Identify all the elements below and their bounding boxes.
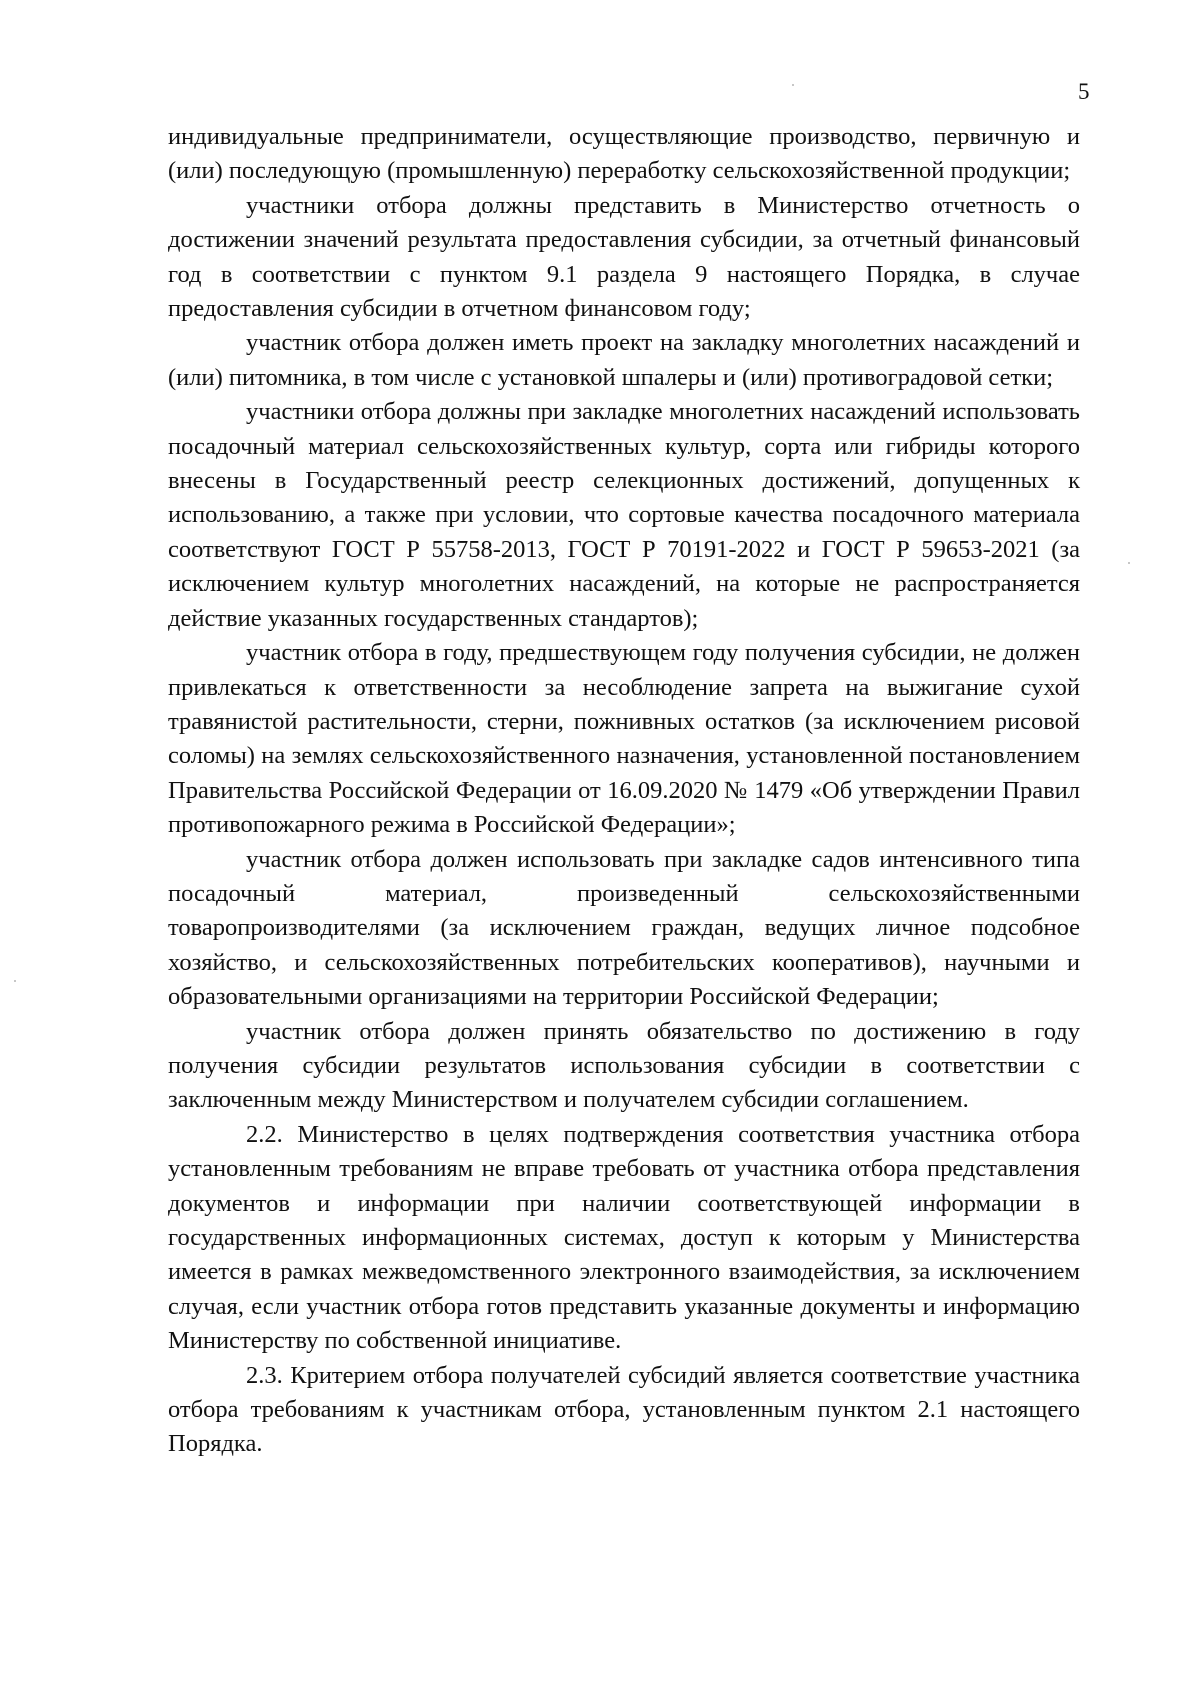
paragraph: участник отбора должен принять обязательство по достижению в году получения субсидии результатов использования субсидии в соответствии с заключенным между Министерством и получателем субсидии соглашением. [168, 1017, 1080, 1114]
document-body [168, 120, 1080, 1462]
paragraph: участники отбора должны при закладке многолетних насаждений использовать посадочный материал сельскохозяйственных культур, сорта или гибриды которого внесены в Государственный реестр селекционных достижений, допущенных к использованию, а также при условии, что сортовые качества посадочного материала соответствуют ГОСТ Р 55758-2013, ГОСТ Р 70191-2022 и ГОСТ Р 59653-2021 (за исключением культур многолетних насаждений, на которые не распространяется действие указанных государственных стандартов); [168, 398, 1080, 632]
paragraph: 2.2. Министерство в целях подтверждения соответствия участника отбора установленным требованиям не вправе требовать от участника отбора представления документов и информации при наличии соответствующей информации в государственных информационных системах, доступ к которым у Министерства имеется в рамках межведомственного электронного взаимодействия, за исключением случая, если участник отбора готов представить указанные документы и информацию Министерству по собственной инициативе. [168, 1120, 1080, 1355]
scan-speck [1128, 562, 1130, 564]
paragraph: участник отбора должен иметь проект на закладку многолетних насаждений и (или) питомника, в том числе с установкой шпалеры и (или) противоградовой сетки; [168, 329, 1080, 391]
paragraph: участники отбора должны представить в Министерство отчетность о достижении значений результата предоставления субсидии, за отчетный финансовый год в соответствии с пунктом 9.1 раздела 9 настоящего Порядка, в случае предоставления субсидии в отчетном финансовом году; [168, 191, 1080, 323]
paragraph: участник отбора в году, предшествующем году получения субсидии, не должен привлекаться к ответственности за несоблюдение запрета на выжигание сухой травянистой растительности, стерни, пожнивных остатков (за исключением рисовой соломы) на землях сельскохозяйственного назначения, установленной постановлением Правительства Российской Федерации от 16.09.2020 № 1479 «Об утверждении Правил противопожарного режима в Российской Федерации»; [168, 639, 1080, 839]
page-number: 5 [1078, 79, 1090, 104]
paragraph: 2.3. Критерием отбора получателей субсидий является соответствие участника отбора требованиям к участникам отбора, установленным пунктом 2.1 настоящего Порядка. [168, 1361, 1080, 1458]
paragraph: участник отбора должен использовать при закладке садов интенсивного типа посадочный материал, произведенный сельскохозяйственными товаропроизводителями (за исключением граждан, ведущих личное подсобное хозяйство, и сельскохозяйственных потребительских кооперативов), научными и образовательными организациями на территории Российской Федерации; [168, 845, 1080, 1011]
scan-speck [14, 980, 16, 982]
scan-speck [792, 84, 794, 86]
paragraph: индивидуальные предприниматели, осуществляющие производство, первичную и (или) последующую (промышленную) переработку сельскохозяйственной продукции; [168, 123, 1080, 185]
